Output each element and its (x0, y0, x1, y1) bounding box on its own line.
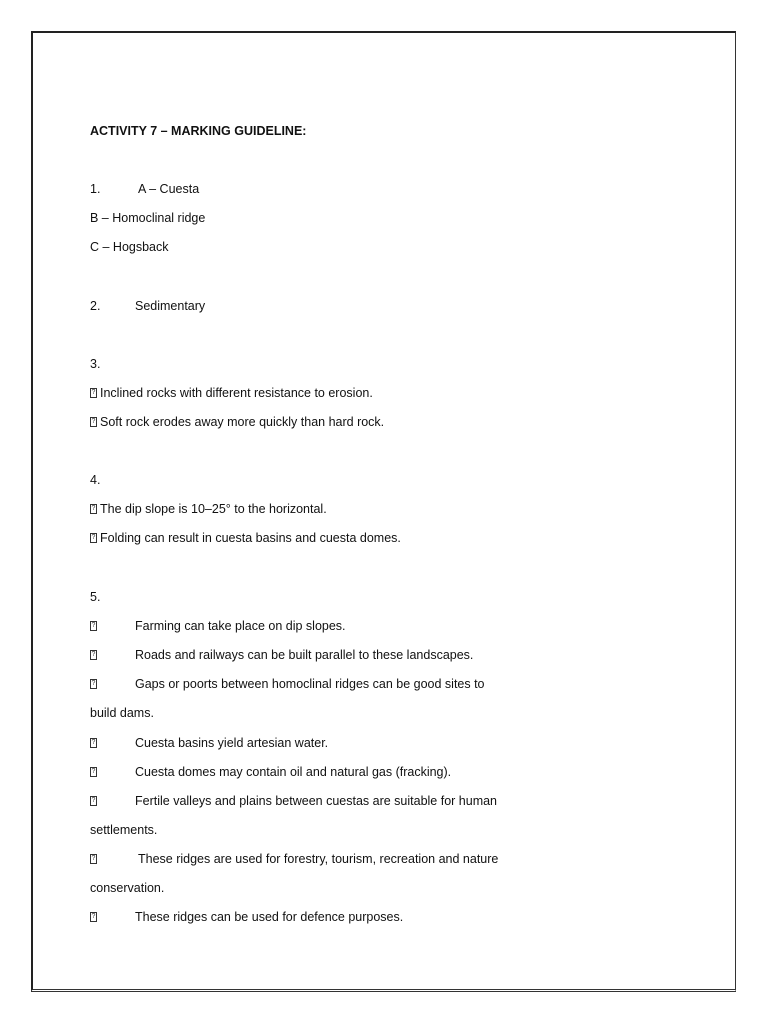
missing-glyph-icon (90, 796, 97, 806)
q1-answer-b: B – Homoclinal ridge (90, 211, 206, 225)
missing-glyph-icon (90, 504, 97, 514)
q5-bullet-8 (90, 909, 100, 925)
q5-point-6-continued: settlements. (90, 823, 158, 837)
q4-point-1 (90, 501, 327, 517)
q4-point-1-text: The dip slope is 10–25° to the horizontal. (100, 502, 327, 516)
q5-number: 5. (90, 590, 101, 604)
q3-point-1 (90, 385, 373, 401)
missing-glyph-icon (90, 417, 97, 427)
q5-point-8: These ridges can be used for defence purposes. (135, 910, 404, 924)
q2-number: 2. (90, 299, 101, 313)
q3-number: 3. (90, 357, 101, 371)
q5-bullet-2 (90, 647, 100, 663)
q5-bullet-5 (90, 764, 100, 780)
q5-point-3-continued: build dams. (90, 706, 154, 720)
missing-glyph-icon (90, 854, 97, 864)
missing-glyph-icon (90, 388, 97, 398)
q3-point-2 (90, 414, 384, 430)
missing-glyph-icon (90, 912, 97, 922)
missing-glyph-icon (90, 767, 97, 777)
q5-point-3: Gaps or poorts between homoclinal ridges can be good sites to (135, 677, 485, 691)
q5-point-7: These ridges are used for forestry, tourism, recreation and nature (138, 852, 499, 866)
missing-glyph-icon (90, 738, 97, 748)
q5-bullet-7 (90, 851, 100, 867)
q1-answer-a: A – Cuesta (138, 182, 200, 196)
q5-point-1: Farming can take place on dip slopes. (135, 619, 346, 633)
page-title: ACTIVITY 7 – MARKING GUIDELINE: (90, 124, 307, 138)
missing-glyph-icon (90, 621, 97, 631)
q5-bullet-1 (90, 618, 100, 634)
q2-answer: Sedimentary (135, 299, 206, 313)
q4-point-2-text: Folding can result in cuesta basins and cuesta domes. (100, 531, 401, 545)
q5-point-5: Cuesta domes may contain oil and natural gas (fracking). (135, 765, 452, 779)
missing-glyph-icon (90, 533, 97, 543)
q1-number: 1. (90, 182, 101, 196)
q5-bullet-6 (90, 793, 100, 809)
q5-point-6: Fertile valleys and plains between cuestas are suitable for human (135, 794, 498, 808)
q5-point-2: Roads and railways can be built parallel to these landscapes. (135, 648, 474, 662)
q4-number: 4. (90, 473, 101, 487)
q5-point-7-continued: conservation. (90, 881, 165, 895)
q5-bullet-4 (90, 735, 100, 751)
q3-point-2-text: Soft rock erodes away more quickly than hard rock. (100, 415, 385, 429)
q5-point-4: Cuesta basins yield artesian water. (135, 736, 329, 750)
missing-glyph-icon (90, 650, 97, 660)
q4-point-2 (90, 530, 401, 546)
q3-point-1-text: Inclined rocks with different resistance to erosion. (100, 386, 373, 400)
q1-answer-c: C – Hogsback (90, 240, 169, 254)
q5-bullet-3 (90, 676, 100, 692)
missing-glyph-icon (90, 679, 97, 689)
